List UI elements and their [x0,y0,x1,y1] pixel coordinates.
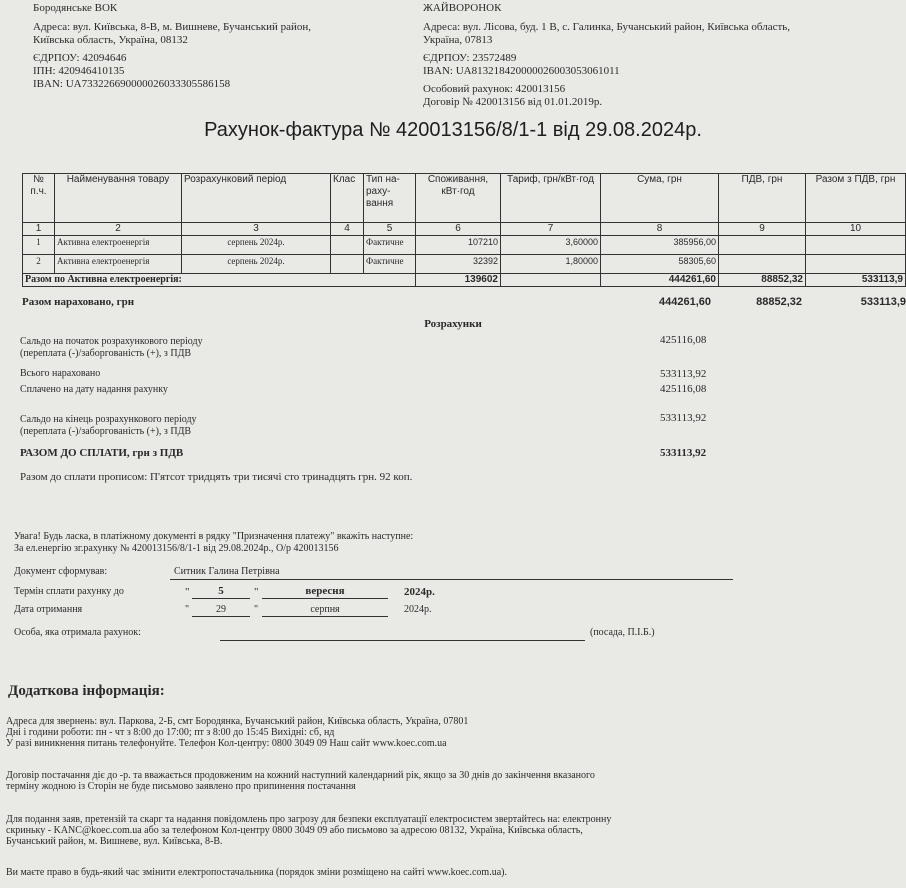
customer-name: ЖАЙВОРОНОК [423,2,502,14]
paid-label: Сплачено на дату надання рахунку [20,384,168,395]
quote-mark: " [254,604,259,615]
row-period: серпень 2024р. [182,236,331,255]
closing-label-line2: (переплата (-)/заборгованість (+), з ПДВ [20,426,192,437]
customer-contract: Договір № 420013156 від 01.01.2019р. [423,96,603,108]
row-tariff: 3,60000 [501,236,601,255]
extra-heading: Додаткова інформація: [8,683,165,699]
charged-value: 533113,92 [660,368,707,380]
col-index: 7 [501,223,601,236]
customer-address-2: Україна, 07813 [423,34,493,46]
invoice-table [22,173,906,287]
customer-account: Особовий рахунок: 420013156 [423,83,566,95]
row-type: Фактичне [364,236,416,255]
row-total [806,255,906,274]
recipient-line [220,627,585,641]
col-index: 9 [719,223,806,236]
col-header: Тариф, грн/кВт·год [501,174,601,223]
paid-value: 425116,08 [660,383,707,395]
extra-line: Договір постачання діє до -р. та вважається продовженим на кожний наступний календарний рік, якщо за 30 днів до закінчення вказаного [6,770,595,781]
col-index: 4 [331,223,364,236]
payment-note-line1: Увага! Будь ласка, в платіжному документі в рядку "Призначення платежу" вкажіть наступне: [14,531,414,542]
grand-sum: 444261,60 [659,296,711,308]
col-header: Сума, грн [601,174,719,223]
row-vat [719,236,806,255]
payment-note [14,531,413,555]
row-type: Фактичне [364,255,416,274]
formed-by-name: Ситник Галина Петрівна [174,566,280,577]
charged-label: Всього нараховано [20,368,101,379]
col-index: 1 [23,223,55,236]
col-header: Тип на- раху- вання [364,174,416,223]
extra-line: Дні і години роботи: пн - чт з 8:00 до 17:00; пт з 8:00 до 15:45 Вихідні: сб, нд [6,727,335,738]
opening-balance-label [20,336,203,360]
row-consumption: 107210 [416,236,501,255]
extra-line: Бучанський район, м. Вишневе, вул. Київська, 8-В. [6,836,223,847]
invoice-title: Рахунок-фактура № 420013156/8/1-1 від 29.08.2024р. [204,119,702,141]
row-class [331,255,364,274]
subtotal-row [23,274,906,287]
row-number: 2 [23,255,55,274]
col-header: Споживання, кВт·год [416,174,501,223]
col-index: 6 [416,223,501,236]
supplier-address: Адреса: вул. Київська, 8-В, м. Вишневе, Бучанський район, [33,21,312,33]
closing-balance-label [20,414,197,438]
extra-contacts [6,716,901,749]
due-day: 5 [192,585,250,599]
col-header: Разом з ПДВ, грн [806,174,906,223]
due-month: вересня [262,585,388,599]
grand-vat: 88852,32 [756,296,802,308]
received-month: серпня [262,604,388,617]
opening-balance-value: 425116,08 [660,334,707,346]
closing-balance-value: 533113,92 [660,412,707,424]
row-total [806,236,906,255]
amount-due-value: 533113,92 [660,447,707,459]
row-number: 1 [23,236,55,255]
extra-contract [6,770,901,792]
formed-label: Документ сформував: [14,566,108,577]
calc-heading: Розрахунки [424,318,482,330]
received-year: 2024р. [404,604,432,615]
row-sum: 58305,60 [601,255,719,274]
col-header: Розрахунковий період [182,174,331,223]
subtotal-consumption: 139602 [416,274,501,287]
supplier-edrpou: ЄДРПОУ: 42094646 [33,52,127,64]
col-index: 3 [182,223,331,236]
quote-mark: " [185,586,190,598]
amount-in-words: Разом до сплати прописом: П'ятсот тридцять три тисячі сто тринадцять грн. 92 коп. [20,471,413,483]
col-header: № п.ч. [23,174,55,223]
extra-line: У разі виникнення питань телефонуйте. Телефон Кол-центру: 0800 3049 09 Наш сайт www.koec.com.ua [6,738,447,749]
supplier-name: Бородянське ВОК [33,2,118,14]
extra-switch: Ви маєте право в будь-який час змінити електропостачальника (порядок зміни розміщено на сайті www.koec.com.ua). [6,867,507,878]
opening-label-line2: (переплата (-)/заборгованість (+), з ПДВ [20,348,192,359]
row-sum: 385956,00 [601,236,719,255]
extra-line: терміну жодною із Сторін не буде письмово заявлено про припинення постачання [6,781,356,792]
closing-label-line1: Сальдо на кінець розрахункового періоду [20,414,197,425]
col-index: 8 [601,223,719,236]
col-header: Клас [331,174,364,223]
col-header: ПДВ, грн [719,174,806,223]
recipient-hint: (посада, П.І.Б.) [590,627,655,638]
customer-edrpou: ЄДРПОУ: 23572489 [423,52,517,64]
col-index: 5 [364,223,416,236]
col-index: 2 [55,223,182,236]
received-date-label: Дата отримання [14,604,83,615]
table-row [23,255,906,274]
subtotal-total: 533113,9 [806,274,906,287]
subtotal-label: Разом по Активна електроенергія: [23,274,416,287]
customer-address: Адреса: вул. Лісова, буд. 1 В, с. Галинка, Бучанський район, Київська область, [423,21,791,33]
supplier-iban: IBAN: UA733226690000026033305586158 [33,78,231,90]
table-row [23,236,906,255]
supplier-block [33,2,393,91]
quote-mark: " [254,586,259,598]
col-header: Найменування товару [55,174,182,223]
recipient-label: Особа, яка отримала рахунок: [14,627,141,638]
grand-label: Разом нараховано, грн [22,296,135,308]
formed-by-line [170,566,733,580]
extra-complaints [6,814,901,847]
extra-line: Адреса для звернень: вул. Паркова, 2-Б, смт Бородянка, Бучанський район, Київська область, Україна, 07801 [6,716,469,727]
customer-iban: IBAN: UA813218420000026003053061011 [423,65,620,77]
column-index-row [23,223,906,236]
due-year: 2024р. [404,586,435,598]
row-class [331,236,364,255]
row-product: Активна електроенергія [55,236,182,255]
extra-line: скриньку - KANC@koec.com.ua або за телефоном Кол-центру 0800 3049 09 або письмово за адресою 08132, Україна, Київська область, [6,825,583,836]
payment-note-line2: За ел.енергію зг.рахунку № 420013156/8/1-1 від 29.08.2024р., О/р 420013156 [14,543,339,554]
col-index: 10 [806,223,906,236]
opening-label-line1: Сальдо на початок розрахункового періоду [20,336,203,347]
due-date-label: Термін сплати рахунку до [14,586,124,597]
supplier-ipn: ІПН: 420946410135 [33,65,125,77]
subtotal-vat: 88852,32 [719,274,806,287]
row-tariff: 1,80000 [501,255,601,274]
table-header-row [23,174,906,223]
extra-line: Для подання заяв, претензій та скарг та надання повідомлень про загрозу для безпеки експлуатації електросистем звертайтесь на: електронну [6,814,612,825]
amount-due-label: РАЗОМ ДО СПЛАТИ, грн з ПДВ [20,447,184,459]
row-period: серпень 2024р. [182,255,331,274]
row-product: Активна електроенергія [55,255,182,274]
subtotal-sum: 444261,60 [601,274,719,287]
supplier-address-2: Київська область, Україна, 08132 [33,34,188,46]
row-consumption: 32392 [416,255,501,274]
row-vat [719,255,806,274]
received-day: 29 [192,604,250,617]
quote-mark: " [185,604,190,615]
customer-block [423,2,893,109]
grand-total: 533113,9 [860,296,906,308]
